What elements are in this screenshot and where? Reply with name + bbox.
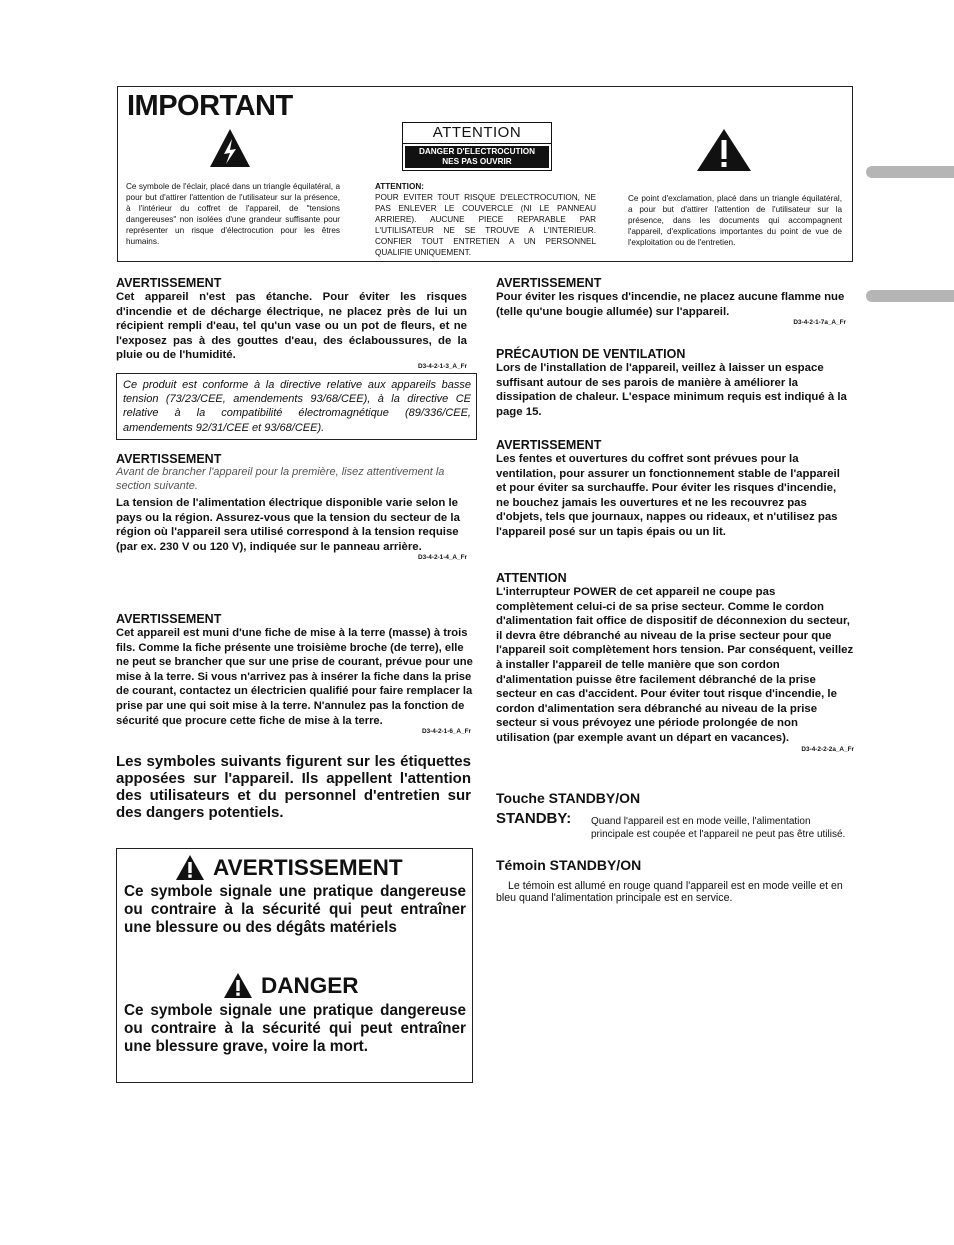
attention-label-danger xyxy=(405,146,549,168)
lightning-warning-icon xyxy=(208,127,252,169)
warning-water xyxy=(116,276,467,370)
avertissement-text: Ce symbole signale une pratique dangereuse ou contraire à la sécurité qui peut entraîner une blessure ou des dégâts matériels xyxy=(124,883,466,936)
warning-flame-heading: AVERTISSEMENT xyxy=(496,276,602,290)
warning-flame-text: Pour éviter les risques d'incendie, ne placez aucune flamme nue (telle qu'une bougie allumée) sur l'appareil. xyxy=(496,291,845,318)
ventilation-caution xyxy=(496,347,852,419)
symbols-intro: Les symboles suivants figurent sur les étiquettes apposées sur l'appareil. Ils appellent l'attention des utilisateurs et du personnel d'entretien sur des dangers potentiels. xyxy=(116,753,471,821)
exclamation-triangle-icon xyxy=(175,854,205,881)
avertissement-title: AVERTISSEMENT xyxy=(213,854,403,880)
standby-text: Quand l'appareil est en mode veille, l'alimentation principale est coupée et l'appareil ne peut pas être utilisé. xyxy=(591,816,846,840)
ventilation-text: Lors de l'installation de l'appareil, veillez à laisser un espace suffisant autour de ses parois de manière à améliorer la dissipation de chaleur. L'espace minimum requis est indiqué à la page 15. xyxy=(496,362,847,418)
attention-power xyxy=(496,571,854,753)
warning-water-code: D3-4-2-1-3_A_Fr xyxy=(417,362,467,370)
exclamation-triangle-icon xyxy=(223,972,253,999)
danger-line-2: NES PAS OUVRIR xyxy=(442,157,512,166)
avertissement-heading xyxy=(175,854,403,881)
standby-label: STANDBY: xyxy=(496,810,572,827)
warning-openings xyxy=(496,438,852,540)
attention-notice xyxy=(375,181,596,258)
exclamation-symbol-text: Ce point d'exclamation, placé dans un triangle équilatéral, a pour but d'attirer l'attention de l'utilisateur sur la présence, dans les documents qui accompagnent l'appareil, d'explications importantes du point de vue de l'exploitation ou de l'entretien. xyxy=(628,194,842,247)
side-tab-upper xyxy=(866,166,954,178)
danger-title: DANGER xyxy=(261,972,359,998)
danger-text: Ce symbole signale une pratique dangereuse ou contraire à la sécurité qui peut entraîner une blessure grave, voire la mort. xyxy=(124,1002,466,1055)
attention-power-code: D3-4-2-2-2a_A_Fr xyxy=(801,745,854,753)
warning-ground-heading: AVERTISSEMENT xyxy=(116,612,222,626)
warning-voltage-text: La tension de l'alimentation électrique disponible varie selon le pays ou la région. Assurez-vous que la tension du secteur de la région où l'appareil sera utilisé correspond à la tension requise (par ex. 230 V ou 120 V), indiquée sur le panneau arrière. xyxy=(116,497,460,553)
attention-label-title: ATTENTION xyxy=(403,123,551,144)
warning-voltage xyxy=(116,452,467,561)
important-title: IMPORTANT xyxy=(127,90,293,122)
ce-compliance-box: Ce produit est conforme à la directive relative aux appareils basse tension (73/23/CEE, amendements 93/68/CEE), à la directive CE relative à la compatibilité électromagnétique (89/336/CEE, amendements 92/31/CEE et 93/68/CEE). xyxy=(116,373,477,440)
lightning-symbol-text: Ce symbole de l'éclair, placé dans un triangle équilatéral, a pour but d'attirer l'attention de l'utilisateur sur la présence, à l'intérieur du coffret de l'appareil, de "tensions dangereuses" non isolées d'une grandeur suffisante pour représenter un risque d'électrocution pour les êtres humains. xyxy=(126,182,340,246)
warning-ground-text: Cet appareil est muni d'une fiche de mise à la terre (masse) à trois fils. Comme la fiche présente une troisième broche (de terre), elle ne peut se brancher que sur une prise de courant, prévue pour une mise à la terre. Si vous n'arrivez pas à insérer la fiche dans la prise de courant, contactez un électricien qualifié pour faire remplacer la prise par une qui soit mise à la terre. N'annulez pas la fonction de sécurité que procure cette fiche de mise à la terre. xyxy=(116,627,473,727)
exclamation-warning-icon xyxy=(695,127,753,173)
important-box xyxy=(117,86,853,262)
side-tab-lower xyxy=(866,290,954,302)
ventilation-heading: PRÉCAUTION DE VENTILATION xyxy=(496,347,686,361)
warning-water-heading: AVERTISSEMENT xyxy=(116,276,222,290)
warning-flame xyxy=(496,276,852,326)
danger-heading xyxy=(223,972,359,999)
attention-notice-text: POUR EVITER TOUT RISQUE D'ELECTROCUTION, NE PAS ENLEVER LE COUVERCLE (NI LE PANNEAU ARRIERE). AUCUNE PIECE REPARABLE PAR L'UTILISATEUR NE SE TROUVE A L'INTERIEUR. CONFIER TOUT ENTRETIEN A UN PERSONNEL QUALIFIE UNIQUEMENT. xyxy=(375,193,596,257)
warning-voltage-heading: AVERTISSEMENT xyxy=(116,452,222,466)
warning-openings-text: Les fentes et ouvertures du coffret sont prévues pour la ventilation, pour assurer un fonctionnement stable de l'appareil et pour éviter sa surchauffe. Pour éviter les risques d'incendie, ne bouchez jamais les ouvertures et ne les recouvrez pas d'objets, tels que journaux, nappes ou rideaux, et n'utilisez pas l'appareil posé sur un tapis épais ou un lit. xyxy=(496,453,840,538)
attention-power-text: L'interrupteur POWER de cet appareil ne coupe pas complètement celui-ci de sa prise secteur. Comme le cordon d'alimentation fait office de dispositif de déconnexion du secteur, il devra être débranché au niveau de la prise secteur pour que l'appareil soit complètement hors tension. Par conséquent, veillez à installer l'appareil de telle manière que son cordon d'alimentation puisse être facilement débranché de la prise secteur en cas d'accident. Pour éviter tout risque d'incendie, le cordon d'alimentation sera débranché au niveau de la prise secteur si vous prévoyez une période prolongée de non utilisation (par exemple avant un départ en vacances). xyxy=(496,586,854,744)
standby-indicator-heading: Témoin STANDBY/ON xyxy=(496,857,642,873)
warning-ground xyxy=(116,612,473,735)
standby-button-heading: Touche STANDBY/ON xyxy=(496,790,641,806)
warning-flame-code: D3-4-2-1-7a_A_Fr xyxy=(793,319,846,327)
attention-notice-heading: ATTENTION: xyxy=(375,182,424,191)
warning-voltage-code: D3-4-2-1-4_A_Fr xyxy=(417,554,467,562)
standby-indicator-text: Le témoin est allumé en rouge quand l'appareil est en mode veille et en bleu quand l'alimentation principale est en service. xyxy=(496,880,843,904)
attention-label xyxy=(402,122,552,171)
symbols-box xyxy=(116,848,473,1083)
warning-ground-code: D3-4-2-1-6_A_Fr xyxy=(421,728,471,736)
warning-openings-heading: AVERTISSEMENT xyxy=(496,438,602,452)
warning-water-text: Cet appareil n'est pas étanche. Pour éviter les risques d'incendie et de décharge électrique, ne placez près de lui un récipient rempli d'eau, tel qu'un vase ou un pot de fleurs, et ne l'exposez pas à des gouttes d'eau, des éclaboussures, de la pluie ou de l'humidité. xyxy=(116,291,467,362)
attention-power-heading: ATTENTION xyxy=(496,571,567,585)
warning-voltage-intro: Avant de brancher l'appareil pour la première, lisez attentivement la section suivante. xyxy=(116,466,445,492)
danger-line-1: DANGER D'ELECTROCUTION xyxy=(418,147,536,156)
